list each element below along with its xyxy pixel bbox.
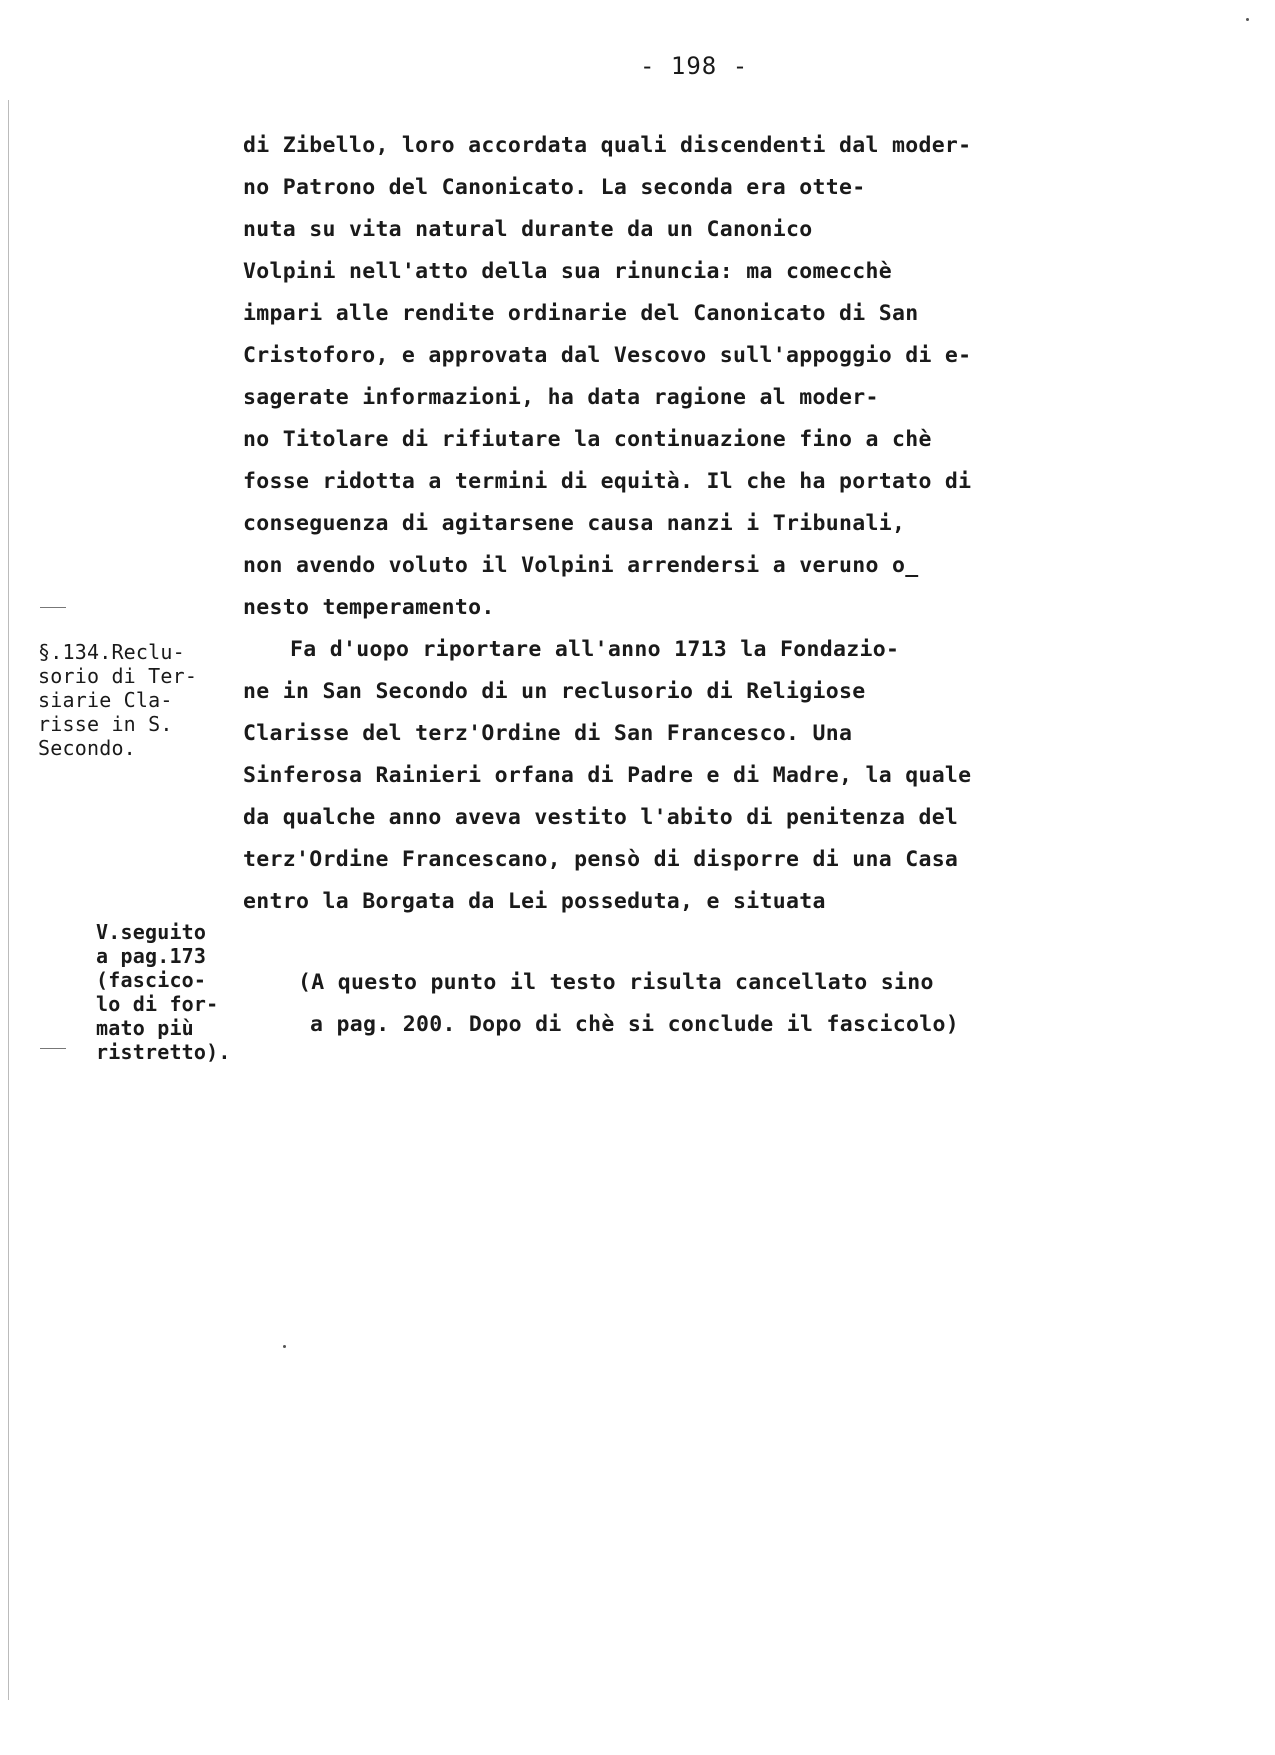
margin-note-line: mato più: [96, 1016, 194, 1040]
scan-dot: [1246, 18, 1249, 21]
body-line: terz'Ordine Francescano, pensò di disporre di una Casa: [243, 847, 959, 872]
margin-note-line: risse in S.: [38, 712, 173, 736]
body-line: Fa d'uopo riportare all'anno 1713 la Fondazio-: [290, 637, 900, 662]
margin-note-line: siarie Cla-: [38, 688, 173, 712]
margin-tick-mark: [40, 607, 66, 608]
body-line: Clarisse del terz'Ordine di San Francesco. Una: [243, 721, 853, 746]
margin-note-line: V.seguito: [96, 920, 207, 944]
body-line: nesto temperamento.: [243, 595, 495, 620]
margin-note-line: a pag.173: [96, 944, 207, 968]
body-line: non avendo voluto il Volpini arrendersi a veruno o_: [243, 553, 919, 578]
body-line: Volpini nell'atto della sua rinuncia: ma comecchè: [243, 259, 892, 284]
body-line: entro la Borgata da Lei posseduta, e situata: [243, 889, 826, 914]
margin-note-line: sorio di Ter-: [38, 664, 198, 688]
body-line: sagerate informazioni, ha data ragione al moder-: [243, 385, 879, 410]
margin-note-line: (fascico-: [96, 968, 207, 992]
body-line: Cristoforo, e approvata dal Vescovo sull'appoggio di e-: [243, 343, 972, 368]
margin-note-line: lo di for-: [96, 992, 219, 1016]
body-line: da qualche anno aveva vestito l'abito di penitenza del: [243, 805, 959, 830]
scan-dot: [283, 1345, 286, 1348]
closing-note-line: (A questo punto il testo risulta cancellato sino: [298, 970, 934, 995]
body-line: impari alle rendite ordinarie del Canonicato di San: [243, 301, 919, 326]
page-number: - 198 -: [640, 52, 749, 80]
body-line: no Patrono del Canonicato. La seconda era otte-: [243, 175, 866, 200]
scan-edge-line: [8, 100, 9, 1700]
body-line: fosse ridotta a termini di equità. Il che ha portato di: [243, 469, 972, 494]
body-line: nuta su vita natural durante da un Canonico: [243, 217, 813, 242]
closing-note-line: a pag. 200. Dopo di chè si conclude il fascicolo): [310, 1012, 959, 1037]
margin-tick-mark: [40, 1048, 66, 1049]
margin-note-line: §.134.Reclu-: [38, 640, 185, 664]
body-line: ne in San Secondo di un reclusorio di Religiose: [243, 679, 866, 704]
body-line: di Zibello, loro accordata quali discendenti dal moder-: [243, 133, 972, 158]
margin-note-line: Secondo.: [38, 736, 136, 760]
body-line: no Titolare di rifiutare la continuazione fino a chè: [243, 427, 932, 452]
body-line: conseguenza di agitarsene causa nanzi i Tribunali,: [243, 511, 906, 536]
body-line: Sinferosa Rainieri orfana di Padre e di Madre, la quale: [243, 763, 972, 788]
margin-note-line: ristretto).: [96, 1040, 231, 1064]
